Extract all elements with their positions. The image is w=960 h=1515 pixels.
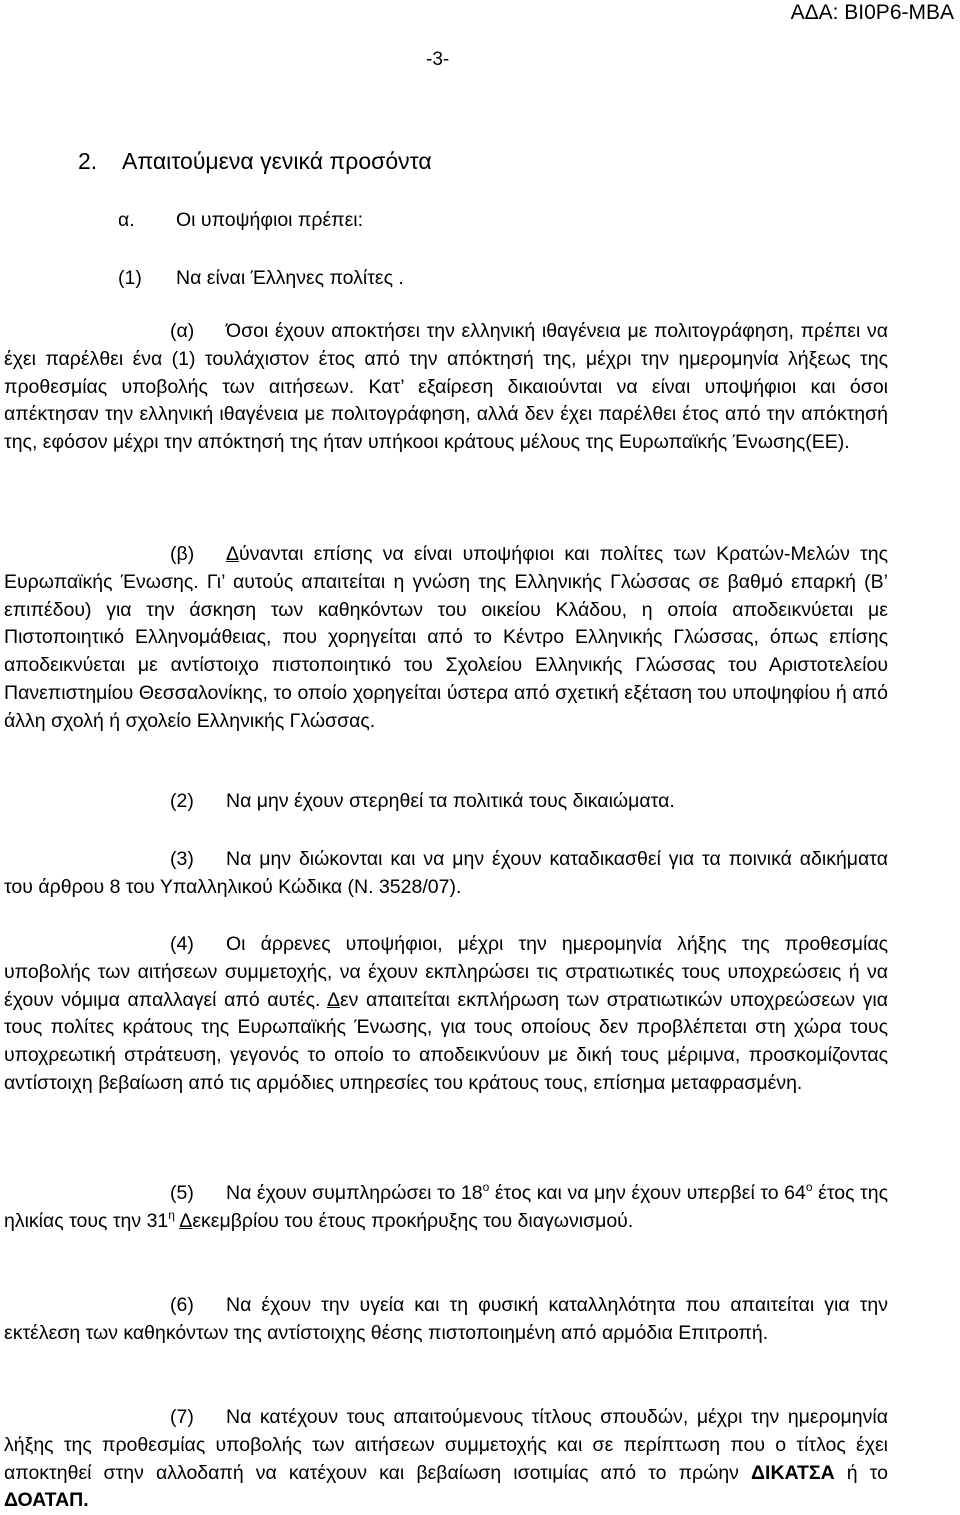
item-4-paragraph bbox=[4, 931, 888, 1098]
item-7-text-before: Να κατέχουν τους απαιτούμενους τίτλους σπουδών, μέχρι την ημερομηνία λήξης της προθεσμίας υποβολής των αιτήσεων συμμετοχής και σε περίπτωση που ο τίτλος έχει αποκτηθεί στην αλλοδαπή να κατέχουν και βεβαίωση ισοτιμίας από το πρώην bbox=[4, 1406, 888, 1484]
item-4-text-before: Οι άρρενες υποψήφιοι, μέχρι την ημερομηνία λήξης της προθεσμίας υποβολής των αιτήσεων συμμετοχής, να έχουν εκπληρώσει τις στρατιωτικές τους υποχρεώσεις ή να έχουν νόμιμα απαλλαγεί από αυτές. bbox=[4, 933, 888, 1011]
section-number: 2. bbox=[78, 148, 98, 174]
item-1b-label: (β) bbox=[170, 543, 195, 565]
item-4-label: (4) bbox=[170, 933, 194, 955]
item-1b-underlined: Δ bbox=[226, 543, 240, 565]
item-6-paragraph bbox=[4, 1292, 888, 1348]
ada-code: ΑΔΑ: ΒΙ0Ρ6-ΜΒΑ bbox=[790, 1, 954, 24]
item-2-paragraph bbox=[4, 788, 888, 816]
item-1b-paragraph bbox=[4, 541, 888, 736]
item-1 bbox=[118, 265, 404, 291]
item-5-sup-c: η bbox=[168, 1207, 175, 1222]
item-7-text-mid: ή το bbox=[834, 1461, 889, 1484]
item-5-sup-a: ο bbox=[482, 1180, 490, 1194]
item-5-paragraph bbox=[4, 1180, 888, 1236]
intro-label: α. bbox=[118, 209, 135, 231]
item-5-text-c: έτος της ηλικίας τους την 31 bbox=[4, 1182, 888, 1232]
item-4-underlined: Δ bbox=[326, 988, 340, 1011]
item-7-label: (7) bbox=[170, 1406, 194, 1428]
item-1a-label: (α) bbox=[170, 320, 195, 342]
item-7-text-end: . bbox=[83, 1489, 89, 1512]
page-number: -3- bbox=[426, 49, 450, 70]
item-1-text: Να είναι Έλληνες πολίτες . bbox=[176, 267, 404, 289]
item-3-label: (3) bbox=[170, 848, 194, 870]
item-1a-text: Όσοι έχουν αποκτήσει την ελληνική ιθαγένεια με πολιτογράφηση, πρέπει να έχει παρέλθει ένα (1) τουλάχιστον έτος από την απόκτησή της, μέχρι την ημερομηνία λήξεως της προθεσμίας υποβολής των αιτήσεων. Κατ’ εξαίρεση δικαιούνται να είναι υποψήφιοι και όσοι απέκτησαν την ελληνική ιθαγένεια με πολιτογράφηση, αλλά δεν έχει παρέλθει έτος από την απόκτησή της, εφόσον μέχρι την απόκτησή της ήταν υπήκοοι κράτους μέλους της Ευρωπαϊκής Ένωσης(ΕΕ). bbox=[4, 320, 888, 454]
intro-text: Οι υποψήφιοι πρέπει: bbox=[176, 209, 364, 231]
item-6-text: Να έχουν την υγεία και τη φυσική καταλληλότητα που απαιτείται για την εκτέλεση των καθηκόντων της αντίστοιχης θέσης πιστοποιημένη από αρμόδια Επιτροπή. bbox=[4, 1294, 888, 1344]
item-1b-text: ύνανται επίσης να είναι υποψήφιοι και πολίτες των Κρατών-Μελών της Ευρωπαϊκής Ένωσης. Γι’ αυτούς απαιτείται η γνώση της Ελληνικής Γλώσσας σε βαθμό επαρκή (Β’ επιπέδου) για την άσκηση των καθηκόντων του οικείου Κλάδου, η οποία αποδεικνύεται με Πιστοποιητικό Ελληνομάθειας, που χορηγείται από το Κέντρο Ελληνικής Γλώσσας, όπως επίσης αποδεικνύεται με αντίστοιχο πιστοποιητικό του Σχολείου Ελληνικής Γλώσσας του Αριστοτελείου Πανεπιστημίου Θεσσαλονίκης, το οποίο χορηγείται ύστερα από σχετική εξέταση του υποψηφίου ή από άλλη σχολή ή σχολείο Ελληνικής Γλώσσας. bbox=[4, 543, 888, 732]
item-7-bold-doatap: ΔΟΑΤΑΠ bbox=[4, 1489, 84, 1512]
item-3-paragraph bbox=[4, 846, 888, 902]
item-5-text-b: έτος και να μην έχουν υπερβεί το 64 bbox=[489, 1182, 806, 1204]
item-5-text-a: Να έχουν συμπληρώσει το 18 bbox=[226, 1182, 483, 1204]
item-2-text: Να μην έχουν στερηθεί τα πολιτικά τους δικαιώματα. bbox=[226, 790, 675, 812]
item-5-underlined: Δ bbox=[179, 1209, 193, 1232]
intro-line bbox=[118, 207, 363, 233]
item-1-label: (1) bbox=[118, 267, 142, 289]
item-5-sup-b: ο bbox=[805, 1180, 813, 1194]
section-title: Απαιτούμενα γενικά προσόντα bbox=[122, 148, 432, 174]
item-6-label: (6) bbox=[170, 1294, 194, 1316]
item-4-text-after: εν απαιτείται εκπλήρωση των στρατιωτικών υποχρεώσεων για τους πολίτες κράτους της Ευρωπαϊκής Ένωσης, για τους οποίους δεν προβλέπεται στη χώρα τους υποχρεωτική στράτευση, γεγονός το οποίο το αποδεικνύουν με δική τους μέριμνα, προσκομίζοντας αντίστοιχη βεβαίωση από τις αρμόδιες υπηρεσίες του κράτους τους, επίσημα μεταφρασμένη. bbox=[4, 988, 888, 1094]
item-2-label: (2) bbox=[170, 790, 194, 812]
item-3-text: Να μην διώκονται και να μην έχουν καταδικασθεί για τα ποινικά αδικήματα του άρθρου 8 του Υπαλληλικού Κώδικα (Ν. 3528/07). bbox=[4, 848, 888, 898]
item-7-paragraph bbox=[4, 1404, 888, 1515]
item-5-label: (5) bbox=[170, 1182, 194, 1204]
item-5-text-e: εκεμβρίου του έτους προκήρυξης του διαγωνισμού. bbox=[192, 1209, 634, 1232]
item-7-bold-dikatsa: ΔΙΚΑΤΣΑ bbox=[751, 1461, 835, 1484]
item-1a-paragraph bbox=[4, 318, 888, 457]
section-heading bbox=[78, 146, 432, 176]
